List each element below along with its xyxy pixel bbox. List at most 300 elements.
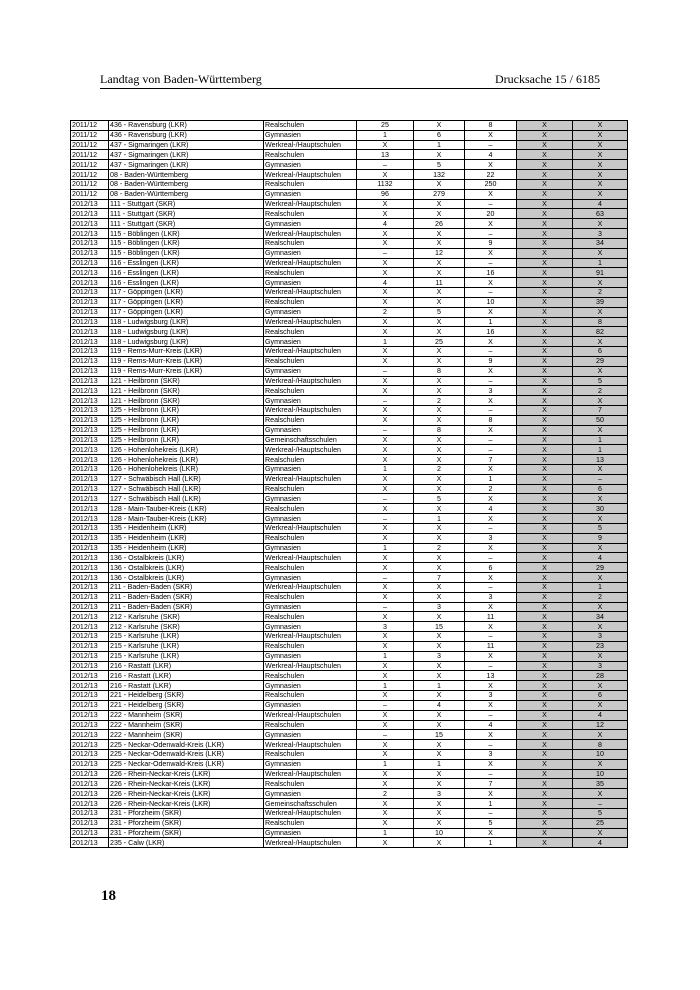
value-cell-3: – — [465, 710, 517, 720]
school-type-cell: Werkreal-/Hauptschulen — [264, 445, 357, 455]
value-cell-1: X — [357, 808, 414, 818]
school-year-cell: 2012/13 — [71, 799, 109, 809]
school-year-cell: 2012/13 — [71, 838, 109, 848]
value-cell-5: 10 — [573, 750, 628, 760]
value-cell-3: – — [465, 435, 517, 445]
table-row — [71, 366, 628, 376]
value-cell-1: X — [357, 268, 414, 278]
school-type-cell: Realschulen — [264, 327, 357, 337]
value-cell-1: X — [357, 671, 414, 681]
table-row — [71, 170, 628, 180]
value-cell-4: X — [517, 396, 573, 406]
value-cell-5: X — [573, 366, 628, 376]
value-cell-5: 9 — [573, 533, 628, 543]
value-cell-1: X — [357, 445, 414, 455]
value-cell-5: X — [573, 121, 628, 131]
value-cell-4: X — [517, 288, 573, 298]
value-cell-5: X — [573, 150, 628, 160]
district-cell: 117 - Göppingen (LKR) — [109, 288, 264, 298]
value-cell-1: – — [357, 602, 414, 612]
value-cell-5: X — [573, 651, 628, 661]
value-cell-2: 6 — [414, 130, 465, 140]
value-cell-5: – — [573, 799, 628, 809]
value-cell-2: X — [414, 209, 465, 219]
district-cell: 121 - Heilbronn (SKR) — [109, 376, 264, 386]
value-cell-1: X — [357, 661, 414, 671]
district-cell: 221 - Heidelberg (SKR) — [109, 691, 264, 701]
value-cell-1: 2 — [357, 789, 414, 799]
value-cell-1: X — [357, 199, 414, 209]
table-row — [71, 209, 628, 219]
value-cell-4: X — [517, 818, 573, 828]
school-type-cell: Werkreal-/Hauptschulen — [264, 199, 357, 209]
school-type-cell: Gemeinschaftsschulen — [264, 435, 357, 445]
value-cell-4: X — [517, 347, 573, 357]
value-cell-3: 1 — [465, 317, 517, 327]
school-year-cell: 2012/13 — [71, 641, 109, 651]
value-cell-1: X — [357, 779, 414, 789]
value-cell-1: – — [357, 700, 414, 710]
school-year-cell: 2012/13 — [71, 818, 109, 828]
school-year-cell: 2012/13 — [71, 396, 109, 406]
school-year-cell: 2012/13 — [71, 356, 109, 366]
school-type-cell: Gymnasien — [264, 573, 357, 583]
value-cell-5: X — [573, 602, 628, 612]
value-cell-5: X — [573, 337, 628, 347]
value-cell-4: X — [517, 681, 573, 691]
value-cell-2: 2 — [414, 543, 465, 553]
district-cell: 222 - Mannheim (SKR) — [109, 730, 264, 740]
school-type-cell: Werkreal-/Hauptschulen — [264, 170, 357, 180]
school-year-cell: 2012/13 — [71, 700, 109, 710]
value-cell-2: X — [414, 238, 465, 248]
value-cell-4: X — [517, 573, 573, 583]
value-cell-2: 3 — [414, 651, 465, 661]
value-cell-3: X — [465, 700, 517, 710]
value-cell-3: 3 — [465, 592, 517, 602]
school-type-cell: Werkreal-/Hauptschulen — [264, 838, 357, 848]
value-cell-1: 1 — [357, 759, 414, 769]
value-cell-1: X — [357, 533, 414, 543]
value-cell-4: X — [517, 799, 573, 809]
value-cell-5: 5 — [573, 523, 628, 533]
value-cell-1: – — [357, 396, 414, 406]
value-cell-4: X — [517, 720, 573, 730]
value-cell-4: X — [517, 317, 573, 327]
school-year-cell: 2012/13 — [71, 494, 109, 504]
value-cell-1: X — [357, 455, 414, 465]
value-cell-5: X — [573, 396, 628, 406]
value-cell-2: X — [414, 523, 465, 533]
school-year-cell: 2012/13 — [71, 622, 109, 632]
value-cell-4: X — [517, 474, 573, 484]
value-cell-4: X — [517, 297, 573, 307]
school-year-cell: 2012/13 — [71, 474, 109, 484]
school-year-cell: 2012/13 — [71, 740, 109, 750]
value-cell-1: – — [357, 366, 414, 376]
value-cell-5: 30 — [573, 504, 628, 514]
value-cell-5: 28 — [573, 671, 628, 681]
value-cell-2: 5 — [414, 494, 465, 504]
value-cell-4: X — [517, 553, 573, 563]
school-type-cell: Werkreal-/Hauptschulen — [264, 229, 357, 239]
value-cell-2: 4 — [414, 700, 465, 710]
value-cell-1: X — [357, 376, 414, 386]
value-cell-3: – — [465, 199, 517, 209]
value-cell-4: X — [517, 622, 573, 632]
school-type-cell: Gymnasien — [264, 681, 357, 691]
school-type-cell: Werkreal-/Hauptschulen — [264, 347, 357, 357]
school-year-cell: 2012/13 — [71, 750, 109, 760]
value-cell-1: X — [357, 818, 414, 828]
district-cell: 116 - Esslingen (LKR) — [109, 278, 264, 288]
value-cell-4: X — [517, 661, 573, 671]
district-cell: 437 - Sigmaringen (LKR) — [109, 160, 264, 170]
value-cell-4: X — [517, 130, 573, 140]
value-cell-3: X — [465, 651, 517, 661]
table-row — [71, 464, 628, 474]
district-cell: 127 - Schwäbisch Hall (LKR) — [109, 494, 264, 504]
school-type-cell: Gymnasien — [264, 828, 357, 838]
value-cell-1: X — [357, 691, 414, 701]
table-row — [71, 307, 628, 317]
value-cell-2: X — [414, 445, 465, 455]
district-cell: 115 - Böblingen (LKR) — [109, 248, 264, 258]
school-type-cell: Gemeinschaftsschulen — [264, 799, 357, 809]
table-row — [71, 828, 628, 838]
school-year-cell: 2012/13 — [71, 504, 109, 514]
table-row — [71, 799, 628, 809]
table-row — [71, 641, 628, 651]
table-row — [71, 455, 628, 465]
district-cell: 119 - Rems-Murr-Kreis (LKR) — [109, 347, 264, 357]
value-cell-2: 2 — [414, 396, 465, 406]
district-cell: 216 - Rastatt (LKR) — [109, 681, 264, 691]
school-type-cell: Realschulen — [264, 238, 357, 248]
school-type-cell: Werkreal-/Hauptschulen — [264, 661, 357, 671]
value-cell-2: 132 — [414, 170, 465, 180]
school-year-cell: 2012/13 — [71, 661, 109, 671]
district-cell: 125 - Heilbronn (LKR) — [109, 435, 264, 445]
value-cell-4: X — [517, 376, 573, 386]
value-cell-5: X — [573, 573, 628, 583]
value-cell-2: 25 — [414, 337, 465, 347]
school-year-cell: 2011/12 — [71, 170, 109, 180]
value-cell-5: 3 — [573, 632, 628, 642]
value-cell-5: 13 — [573, 455, 628, 465]
value-cell-4: X — [517, 710, 573, 720]
table-row — [71, 297, 628, 307]
table-row — [71, 484, 628, 494]
value-cell-1: X — [357, 317, 414, 327]
school-year-cell: 2012/13 — [71, 720, 109, 730]
value-cell-1: X — [357, 386, 414, 396]
value-cell-2: 8 — [414, 425, 465, 435]
value-cell-2: X — [414, 327, 465, 337]
value-cell-5: 5 — [573, 376, 628, 386]
school-type-cell: Realschulen — [264, 691, 357, 701]
value-cell-1: X — [357, 435, 414, 445]
value-cell-3: – — [465, 661, 517, 671]
district-cell: 215 - Karlsruhe (LKR) — [109, 632, 264, 642]
value-cell-4: X — [517, 484, 573, 494]
value-cell-2: 1 — [414, 140, 465, 150]
value-cell-5: 5 — [573, 808, 628, 818]
value-cell-2: X — [414, 288, 465, 298]
value-cell-1: X — [357, 740, 414, 750]
value-cell-2: X — [414, 563, 465, 573]
value-cell-2: 2 — [414, 464, 465, 474]
value-cell-4: X — [517, 700, 573, 710]
value-cell-5: X — [573, 189, 628, 199]
value-cell-4: X — [517, 563, 573, 573]
value-cell-1: X — [357, 170, 414, 180]
school-type-cell: Werkreal-/Hauptschulen — [264, 769, 357, 779]
data-table — [70, 120, 628, 848]
district-cell: 225 - Neckar-Odenwald-Kreis (LKR) — [109, 750, 264, 760]
table-row — [71, 288, 628, 298]
value-cell-4: X — [517, 278, 573, 288]
school-year-cell: 2012/13 — [71, 317, 109, 327]
value-cell-1: X — [357, 347, 414, 357]
district-cell: 115 - Böblingen (LKR) — [109, 238, 264, 248]
value-cell-3: – — [465, 740, 517, 750]
value-cell-3: – — [465, 553, 517, 563]
value-cell-1: X — [357, 238, 414, 248]
school-year-cell: 2011/12 — [71, 130, 109, 140]
value-cell-2: X — [414, 799, 465, 809]
table-row — [71, 121, 628, 131]
school-type-cell: Gymnasien — [264, 366, 357, 376]
value-cell-2: X — [414, 582, 465, 592]
value-cell-4: X — [517, 828, 573, 838]
school-type-cell: Realschulen — [264, 386, 357, 396]
value-cell-4: X — [517, 740, 573, 750]
school-type-cell: Gymnasien — [264, 278, 357, 288]
table-row — [71, 681, 628, 691]
value-cell-1: X — [357, 327, 414, 337]
table-row — [71, 720, 628, 730]
value-cell-2: X — [414, 710, 465, 720]
value-cell-2: 1 — [414, 514, 465, 524]
school-year-cell: 2012/13 — [71, 582, 109, 592]
school-year-cell: 2012/13 — [71, 612, 109, 622]
value-cell-2: X — [414, 671, 465, 681]
value-cell-1: 1 — [357, 543, 414, 553]
school-type-cell: Realschulen — [264, 455, 357, 465]
value-cell-3: 9 — [465, 356, 517, 366]
value-cell-2: X — [414, 740, 465, 750]
value-cell-3: 13 — [465, 671, 517, 681]
table-row — [71, 337, 628, 347]
table-row — [71, 474, 628, 484]
value-cell-5: 23 — [573, 641, 628, 651]
district-cell: 216 - Rastatt (LKR) — [109, 671, 264, 681]
school-type-cell: Realschulen — [264, 533, 357, 543]
table-row — [71, 435, 628, 445]
table-body — [71, 121, 628, 848]
table-row — [71, 406, 628, 416]
value-cell-4: X — [517, 248, 573, 258]
district-cell: 231 - Pforzheim (SKR) — [109, 808, 264, 818]
value-cell-3: 7 — [465, 455, 517, 465]
page-header — [100, 72, 600, 89]
district-cell: 235 - Calw (LKR) — [109, 838, 264, 848]
document-source: Landtag von Baden-Württemberg — [100, 72, 262, 86]
value-cell-5: 6 — [573, 691, 628, 701]
value-cell-1: – — [357, 160, 414, 170]
value-cell-5: 1 — [573, 582, 628, 592]
district-cell: 212 - Karlsruhe (SKR) — [109, 612, 264, 622]
table-row — [71, 160, 628, 170]
value-cell-5: 1 — [573, 445, 628, 455]
school-year-cell: 2011/12 — [71, 179, 109, 189]
value-cell-3: – — [465, 406, 517, 416]
school-year-cell: 2012/13 — [71, 514, 109, 524]
value-cell-4: X — [517, 464, 573, 474]
school-year-cell: 2012/13 — [71, 219, 109, 229]
value-cell-4: X — [517, 779, 573, 789]
value-cell-3: 1 — [465, 838, 517, 848]
value-cell-2: X — [414, 356, 465, 366]
district-cell: 215 - Karlsruhe (LKR) — [109, 641, 264, 651]
value-cell-4: X — [517, 641, 573, 651]
value-cell-4: X — [517, 170, 573, 180]
value-cell-2: X — [414, 750, 465, 760]
value-cell-5: X — [573, 789, 628, 799]
value-cell-5: X — [573, 700, 628, 710]
school-year-cell: 2012/13 — [71, 464, 109, 474]
table-row — [71, 268, 628, 278]
value-cell-3: 16 — [465, 327, 517, 337]
value-cell-2: X — [414, 121, 465, 131]
value-cell-2: 5 — [414, 160, 465, 170]
value-cell-2: X — [414, 632, 465, 642]
value-cell-2: 7 — [414, 573, 465, 583]
school-year-cell: 2012/13 — [71, 425, 109, 435]
value-cell-3: – — [465, 632, 517, 642]
table-row — [71, 750, 628, 760]
value-cell-1: – — [357, 425, 414, 435]
table-row — [71, 632, 628, 642]
value-cell-2: X — [414, 504, 465, 514]
value-cell-1: X — [357, 632, 414, 642]
value-cell-3: X — [465, 730, 517, 740]
school-type-cell: Werkreal-/Hauptschulen — [264, 317, 357, 327]
value-cell-5: 6 — [573, 347, 628, 357]
school-type-cell: Werkreal-/Hauptschulen — [264, 808, 357, 818]
table-row — [71, 543, 628, 553]
value-cell-5: X — [573, 514, 628, 524]
value-cell-1: 25 — [357, 121, 414, 131]
table-row — [71, 808, 628, 818]
value-cell-5: 1 — [573, 435, 628, 445]
table-row — [71, 573, 628, 583]
value-cell-3: – — [465, 229, 517, 239]
district-cell: 119 - Rems-Murr-Kreis (LKR) — [109, 366, 264, 376]
value-cell-1: X — [357, 838, 414, 848]
value-cell-3: 11 — [465, 612, 517, 622]
school-year-cell: 2012/13 — [71, 632, 109, 642]
school-year-cell: 2012/13 — [71, 828, 109, 838]
value-cell-4: X — [517, 435, 573, 445]
district-cell: 127 - Schwäbisch Hall (LKR) — [109, 484, 264, 494]
value-cell-3: – — [465, 376, 517, 386]
value-cell-3: X — [465, 248, 517, 258]
value-cell-2: 5 — [414, 307, 465, 317]
value-cell-3: X — [465, 425, 517, 435]
school-year-cell: 2012/13 — [71, 553, 109, 563]
table-row — [71, 651, 628, 661]
table-row — [71, 199, 628, 209]
value-cell-1: X — [357, 484, 414, 494]
value-cell-5: X — [573, 278, 628, 288]
district-cell: 118 - Ludwigsburg (LKR) — [109, 317, 264, 327]
value-cell-1: X — [357, 209, 414, 219]
value-cell-5: 2 — [573, 288, 628, 298]
value-cell-1: X — [357, 710, 414, 720]
district-cell: 126 - Hohenlohekreis (LKR) — [109, 464, 264, 474]
value-cell-4: X — [517, 543, 573, 553]
value-cell-5: X — [573, 307, 628, 317]
school-type-cell: Gymnasien — [264, 700, 357, 710]
value-cell-4: X — [517, 504, 573, 514]
school-year-cell: 2012/13 — [71, 337, 109, 347]
value-cell-1: – — [357, 248, 414, 258]
table-row — [71, 229, 628, 239]
value-cell-3: X — [465, 130, 517, 140]
district-cell: 117 - Göppingen (LKR) — [109, 297, 264, 307]
value-cell-4: X — [517, 632, 573, 642]
school-type-cell: Realschulen — [264, 720, 357, 730]
value-cell-2: X — [414, 376, 465, 386]
value-cell-2: X — [414, 347, 465, 357]
value-cell-3: 4 — [465, 504, 517, 514]
school-year-cell: 2011/12 — [71, 121, 109, 131]
table-row — [71, 818, 628, 828]
value-cell-4: X — [517, 750, 573, 760]
school-type-cell: Realschulen — [264, 297, 357, 307]
table-row — [71, 779, 628, 789]
value-cell-2: X — [414, 641, 465, 651]
value-cell-1: X — [357, 258, 414, 268]
table-row — [71, 327, 628, 337]
value-cell-5: 4 — [573, 553, 628, 563]
value-cell-4: X — [517, 199, 573, 209]
value-cell-4: X — [517, 258, 573, 268]
value-cell-5: 4 — [573, 838, 628, 848]
value-cell-5: X — [573, 140, 628, 150]
value-cell-3: – — [465, 347, 517, 357]
school-year-cell: 2012/13 — [71, 258, 109, 268]
value-cell-1: X — [357, 553, 414, 563]
value-cell-1: X — [357, 415, 414, 425]
value-cell-2: X — [414, 297, 465, 307]
value-cell-4: X — [517, 238, 573, 248]
school-year-cell: 2012/13 — [71, 327, 109, 337]
value-cell-1: 13 — [357, 150, 414, 160]
value-cell-1: – — [357, 730, 414, 740]
school-type-cell: Realschulen — [264, 415, 357, 425]
school-year-cell: 2012/13 — [71, 268, 109, 278]
district-cell: 226 - Rhein-Neckar-Kreis (LKR) — [109, 779, 264, 789]
table-row — [71, 582, 628, 592]
district-cell: 121 - Heilbronn (SKR) — [109, 396, 264, 406]
value-cell-4: X — [517, 671, 573, 681]
district-cell: 125 - Heilbronn (LKR) — [109, 425, 264, 435]
value-cell-4: X — [517, 612, 573, 622]
table-row — [71, 140, 628, 150]
